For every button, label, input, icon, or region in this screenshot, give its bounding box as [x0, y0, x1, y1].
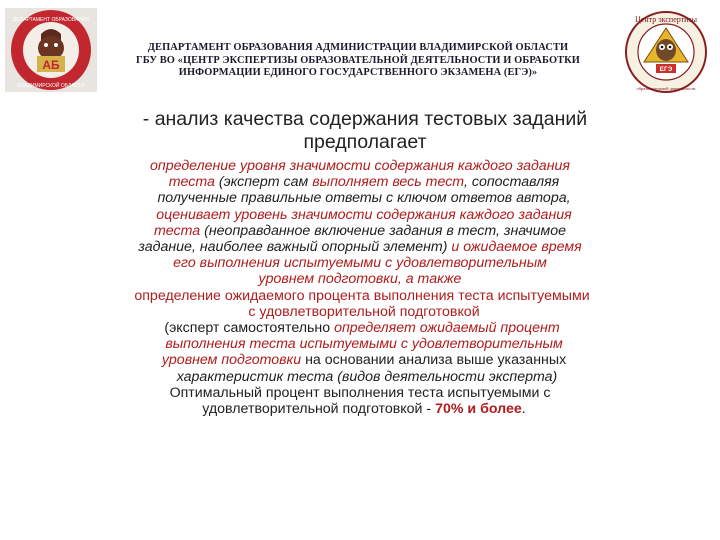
body-line: его выполнения испытуемыми с удовлетворительным [173, 255, 547, 272]
header-line-2: ГБУ ВО «ЦЕНТР ЭКСПЕРТИЗЫ ОБРАЗОВАТЕЛЬНОЙ ДЕЯТЕЛЬНОСТИ И ОБРАБОТКИ [136, 54, 580, 66]
header-line-1: ДЕПАРТАМЕНТ ОБРАЗОВАНИЯ АДМИНИСТРАЦИИ ВЛАДИМИРСКОЙ ОБЛАСТИ [147, 42, 569, 53]
body-line: теста (неоправданное включение задания в тест, значимое [153, 222, 566, 239]
body-line: с удовлетворительной подготовкой [248, 303, 480, 320]
svg-text:Центр экспертизы: Центр экспертизы [635, 15, 697, 24]
body-line: оценивает уровень значимости содержания каждого задания [156, 206, 572, 223]
svg-text:ДЕПАРТАМЕНТ ОБРАЗОВАНИЯ: ДЕПАРТАМЕНТ ОБРАЗОВАНИЯ [12, 17, 90, 23]
slide-body [0, 158, 720, 417]
body-line: (эксперт самостоятельно определяет ожидаемый процент [164, 320, 560, 337]
header-line-3: ИНФОРМАЦИИ ЕДИНОГО ГОСУДАРСТВЕННОГО ЭКЗАМЕНА (ЕГЭ)» [178, 67, 538, 79]
svg-text:АБ: АБ [42, 58, 60, 72]
svg-text:ЕГЭ: ЕГЭ [659, 66, 673, 73]
body-line: характеристик теста (видов деятельности эксперта) [176, 368, 558, 385]
organization-title [104, 42, 612, 80]
heading-line-1: - анализ качества содержания тестовых заданий [142, 108, 588, 130]
body-line: теста (эксперт сам выполняет весь тест, сопоставляя [168, 174, 560, 191]
body-line: выполнения теста испытуемыми с удовлетворительным [165, 336, 563, 353]
body-line: удовлетворительной подготовкой - 70% и более. [202, 401, 526, 418]
svg-text:образовательной деятельности: образовательной деятельности [636, 86, 696, 91]
svg-text:ВЛАДИМИРСКОЙ ОБЛАСТИ: ВЛАДИМИРСКОЙ ОБЛАСТИ [17, 83, 85, 89]
body-line: определение ожидаемого процента выполнения теста испытуемыми [134, 287, 590, 304]
body-line: уровнем подготовки, а также [258, 271, 462, 288]
slide-header [0, 0, 720, 96]
body-line: Оптимальный процент выполнения теста испытуемыми с [169, 384, 551, 401]
body-line: уровнем подготовки на основании анализа выше указанных [161, 352, 567, 369]
body-line: определение уровня значимости содержания каждого задания [150, 158, 570, 174]
heading-line-2: предполагает [303, 131, 427, 153]
body-line: задание, наиболее важный опорный элемент) и ожидаемое время [138, 239, 582, 256]
slide-heading [30, 108, 700, 154]
body-line: полученные правильные ответы с ключом ответов автора, [157, 190, 571, 207]
expertise-center-logo [618, 10, 714, 94]
department-emblem-logo [5, 8, 97, 92]
